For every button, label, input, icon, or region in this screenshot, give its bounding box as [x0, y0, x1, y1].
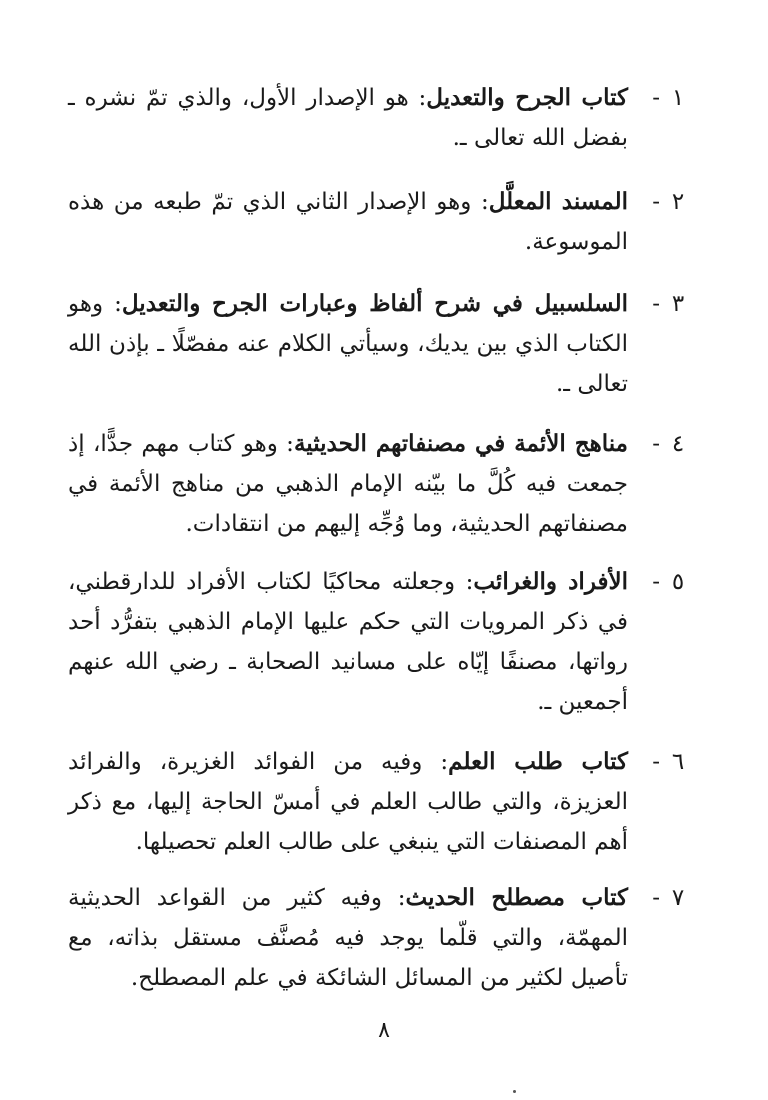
item-number: ٧ -: [652, 885, 685, 911]
item-title: كتاب مصطلح الحديث: [405, 884, 628, 911]
item-title: كتاب طلب العلم: [448, 748, 629, 775]
list-item: [68, 878, 688, 998]
item-title: السلسبيل في شرح ألفاظ وعبارات الجرح والتعديل: [121, 290, 628, 317]
list-item: [68, 78, 688, 158]
item-number: ١ -: [652, 85, 685, 111]
item-number: ٦ -: [652, 749, 685, 775]
item-body: : وهو الكتاب الذي بين يديك، وسيأتي الكلام عنه مفصّلًا ـ بإذن الله تعالى ـ.: [68, 291, 628, 397]
item-text: [68, 878, 628, 998]
item-text: [68, 742, 628, 862]
item-title: مناهج الأئمة في مصنفاتهم الحديثية: [293, 430, 628, 457]
item-body: : وفيه من الفوائد الغزيرة، والفرائد العزيزة، والتي طالب العلم في أمسّ الحاجة إليها، مع ذكر أهم المصنفات التي ينبغي على طالب العلم تحصيلها.: [68, 749, 628, 855]
item-title: الأفراد والغرائب: [473, 568, 629, 595]
item-text: [68, 424, 628, 544]
item-body: : وجعلته محاكيًا لكتاب الأفراد للدارقطني، في ذكر المرويات التي حكم عليها الإمام الذهبي بتفرُّد أحد رواتها، مصنفًا إيّاه على مسانيد الصحابة ـ رضي الله عنهم أجمعين ـ.: [68, 569, 628, 715]
item-text: [68, 78, 628, 158]
item-body: : وهو كتاب مهم جدًّا، إذ جمعت فيه كُلَّ ما بيّنه الإمام الذهبي من مناهج الأئمة في مصنفاتهم الحديثية، وما وُجِّه إليهم من انتقادات.: [68, 431, 628, 537]
item-number: ٥ -: [652, 569, 685, 595]
page-number: ٨: [378, 1018, 390, 1043]
item-text: [68, 284, 628, 404]
list-item: [68, 562, 688, 722]
item-number: ٢ -: [652, 189, 685, 215]
list-item: [68, 424, 688, 544]
item-text: [68, 562, 628, 722]
list-item: [68, 284, 688, 404]
list-item: [68, 742, 688, 862]
item-body: : وفيه كثير من القواعد الحديثية المهمّة، والتي قلّما يوجد فيه مُصنَّف مستقل بذاته، مع تأصيل لكثير من المسائل الشائكة في علم المصطلح.: [68, 885, 628, 991]
item-body: : وهو الإصدار الثاني الذي تمّ طبعه من هذه الموسوعة.: [68, 189, 628, 255]
scan-speck: [513, 1090, 516, 1093]
item-number: ٤ -: [652, 431, 685, 457]
item-title: كتاب الجرح والتعديل: [426, 84, 629, 111]
list-item: [68, 182, 688, 262]
item-title: المسند المعلَّل: [488, 188, 628, 215]
item-text: [68, 182, 628, 262]
item-body: : هو الإصدار الأول، والذي تمّ نشره ـ بفضل الله تعالى ـ.: [68, 85, 628, 151]
item-number: ٣ -: [652, 291, 685, 317]
